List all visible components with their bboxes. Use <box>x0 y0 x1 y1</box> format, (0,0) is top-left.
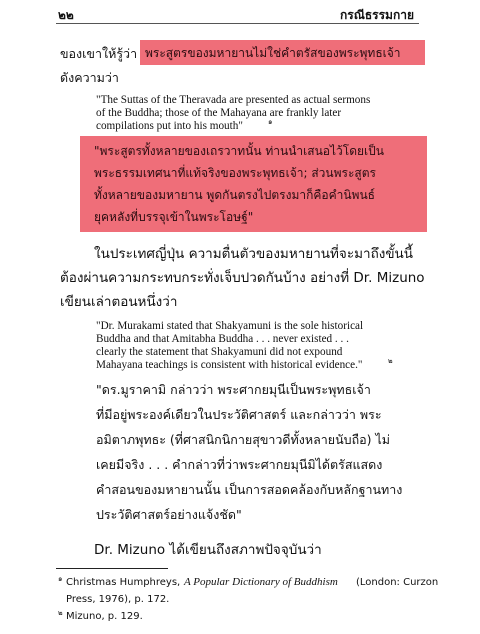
quote-line: เคยมีจริง . . . คำกล่าวที่ว่าพระศากยมุนีมิได้ตรัสแสดง <box>96 457 383 472</box>
page-number: ๒๒ <box>58 8 74 22</box>
quote-line: พระธรรมเทศนาที่แท้จริงของพระพุทธเจ้า; ส่วนพระสูตร <box>94 166 376 180</box>
footnote-ref: ๑ <box>268 118 273 126</box>
highlighted-text: พระสูตรของมหายานไม่ใช่คำตรัสของพระพุทธเจ้า <box>145 46 401 60</box>
quote-line: clearly the statement that Shakyamuni did not expound <box>96 346 343 358</box>
quote-line: compilations put into his mouth" <box>96 120 243 132</box>
body-line: ของเขาให้รู้ว่า <box>60 46 138 61</box>
footnote-text: (London: Curzon <box>356 577 439 588</box>
footnote-text: Press, 1976), p. 172. <box>66 594 170 605</box>
quote-line: "ดร.มูราคามิ กล่าวว่า พระศากยมุนีเป็นพระพุทธเจ้า <box>96 382 371 397</box>
footnote-text: Mizuno, p. 129. <box>66 611 143 622</box>
body-line: ดังความว่า <box>60 70 119 85</box>
quote-line: Mahayana teachings is consistent with historical evidence." <box>96 359 363 371</box>
quote-line: ที่มีอยู่พระองค์เดียวในประวัติศาสตร์ และกล่าวว่า พระ <box>96 407 382 422</box>
quote-line: ทั้งหลายของมหายาน พูดกันตรงไปตรงมาก็คือคำนิพนธ์ <box>94 188 375 202</box>
quote-line: ยุคหลังที่บรรจุเข้าในพระโอษฐ์" <box>94 210 254 224</box>
quote-line: of the Buddha; those of the Mahayana are frankly later <box>96 107 342 119</box>
quote-line: ประวัติศาสตร์อย่างแจ้งชัด" <box>96 507 242 522</box>
footnote-rule <box>56 568 168 569</box>
footnote-text: Christmas Humphreys, <box>66 577 181 588</box>
quote-line: "Dr. Murakami stated that Shakyamuni is the sole historical <box>96 320 364 332</box>
running-title: กรณีธรรมกาย <box>340 8 415 22</box>
quote-line: อมิตาภพุทธะ (ที่ศาสนิกนิกายสุขาวดีทั้งหลายนับถือ) ไม่ <box>96 432 391 447</box>
body-line: Dr. Mizuno ได้เขียนถึงสภาพปัจจุบันว่า <box>94 542 322 558</box>
quote-line: Buddha and that Amitabha Buddha . . . never existed . . . <box>96 333 349 345</box>
quote-line: "พระสูตรทั้งหลายของเถรวาทนั้น ท่านนำเสนอไว้โดยเป็น <box>94 144 384 158</box>
quote-line: "The Suttas of the Theravada are presented as actual sermons <box>96 94 371 106</box>
footnote-mark: ๑ <box>58 575 63 583</box>
body-line: เขียนเล่าตอนหนึ่งว่า <box>60 294 178 310</box>
body-line: ในประเทศญี่ปุ่น ความตื่นตัวของมหายานที่จะมาถึงขั้นนี้ <box>94 246 414 262</box>
footnote-ref: ๒ <box>388 357 393 365</box>
body-line: ต้องผ่านความกระทบกระทั่งเจ็บปวดกันบ้าง อย่างที่ Dr. Mizuno <box>60 270 425 286</box>
footnote-title: A Popular Dictionary of Buddhism <box>184 576 338 588</box>
header-rule <box>56 23 419 24</box>
quote-line: คำสอนของมหายานนั้น เป็นการสอดคล้องกับหลักฐานทาง <box>96 482 403 497</box>
footnote-mark: ๒ <box>58 609 63 617</box>
